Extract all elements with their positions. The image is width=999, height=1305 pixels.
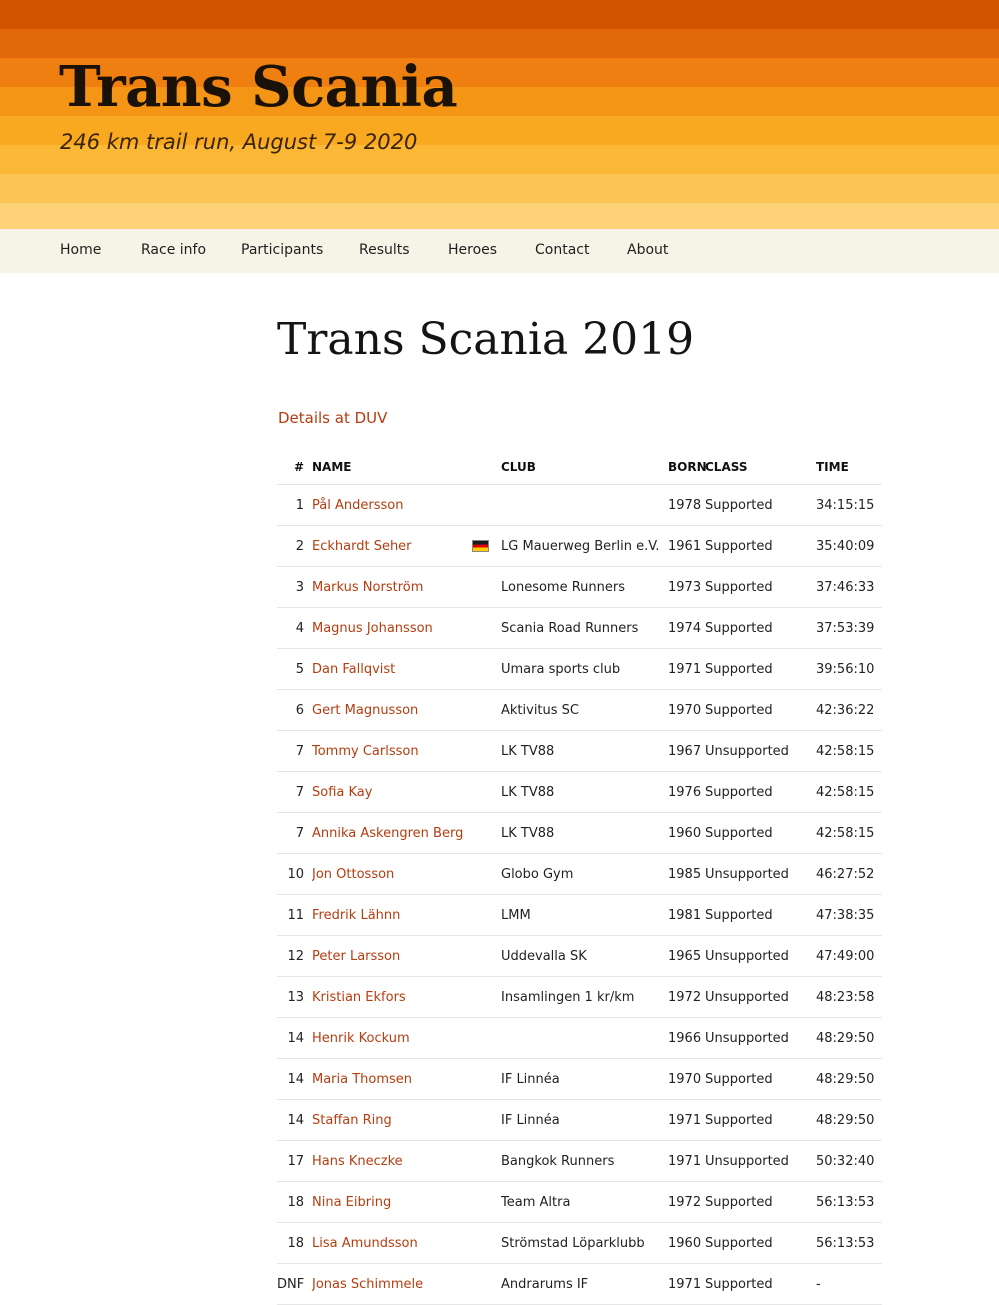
result-time: 48:29:50	[816, 1059, 882, 1100]
result-club: LK TV88	[501, 772, 668, 813]
table-row	[277, 608, 882, 649]
runner-name-link[interactable]: Tommy Carlsson	[312, 743, 419, 759]
result-born: 1976	[668, 772, 705, 813]
result-name-cell	[312, 1100, 472, 1141]
runner-name-link[interactable]: Jon Ottosson	[312, 866, 395, 882]
nav-item-race-info[interactable]: Race info	[141, 242, 207, 258]
runner-name-link[interactable]: Lisa Amundsson	[312, 1235, 418, 1251]
table-row	[277, 690, 882, 731]
result-flag-cell	[472, 854, 501, 895]
result-time: 46:27:52	[816, 854, 882, 895]
result-flag-cell	[472, 1223, 501, 1264]
result-time: 47:38:35	[816, 895, 882, 936]
result-name-cell	[312, 1141, 472, 1182]
result-time: 42:58:15	[816, 813, 882, 854]
nav-item-heroes[interactable]: Heroes	[448, 242, 498, 258]
table-row	[277, 1141, 882, 1182]
result-class: Unsupported	[705, 731, 816, 772]
result-class: Supported	[705, 1059, 816, 1100]
result-club: Insamlingen 1 kr/km	[501, 977, 668, 1018]
runner-name-link[interactable]: Peter Larsson	[312, 948, 401, 964]
runner-name-link[interactable]: Sofia Kay	[312, 784, 373, 800]
result-flag-cell	[472, 1141, 501, 1182]
result-flag-cell	[472, 895, 501, 936]
result-flag-cell	[472, 813, 501, 854]
runner-name-link[interactable]: Fredrik Lähnn	[312, 907, 401, 923]
result-born: 1960	[668, 813, 705, 854]
result-flag-cell	[472, 1100, 501, 1141]
result-club: Aktivitus SC	[501, 690, 668, 731]
results-body	[277, 485, 882, 1305]
result-class: Unsupported	[705, 1141, 816, 1182]
table-row	[277, 813, 882, 854]
result-position: 18	[277, 1223, 312, 1264]
nav-item-results[interactable]: Results	[359, 242, 410, 258]
result-born: 1972	[668, 977, 705, 1018]
runner-name-link[interactable]: Maria Thomsen	[312, 1071, 413, 1087]
result-position: 11	[277, 895, 312, 936]
result-flag-cell	[472, 567, 501, 608]
result-club: LK TV88	[501, 731, 668, 772]
result-name-cell	[312, 567, 472, 608]
result-position: 13	[277, 977, 312, 1018]
germany-flag-icon	[472, 540, 489, 552]
result-position: DNF	[277, 1264, 312, 1305]
result-class: Supported	[705, 1182, 816, 1223]
result-class: Supported	[705, 526, 816, 567]
result-name-cell	[312, 608, 472, 649]
result-time: 42:58:15	[816, 731, 882, 772]
result-position: 3	[277, 567, 312, 608]
runner-name-link[interactable]: Eckhardt Seher	[312, 538, 412, 554]
result-club	[501, 485, 668, 526]
result-flag-cell	[472, 772, 501, 813]
result-time: 37:46:33	[816, 567, 882, 608]
table-row	[277, 1264, 882, 1305]
result-time: 35:40:09	[816, 526, 882, 567]
result-position: 14	[277, 1059, 312, 1100]
result-club: LG Mauerweg Berlin e.V.	[501, 526, 668, 567]
runner-name-link[interactable]: Hans Kneczke	[312, 1153, 403, 1169]
result-name-cell	[312, 1059, 472, 1100]
result-time: 39:56:10	[816, 649, 882, 690]
result-position: 2	[277, 526, 312, 567]
table-row	[277, 772, 882, 813]
result-class: Supported	[705, 1264, 816, 1305]
header-pos: #	[277, 450, 312, 485]
result-class: Unsupported	[705, 936, 816, 977]
runner-name-link[interactable]: Henrik Kockum	[312, 1030, 410, 1046]
runner-name-link[interactable]: Jonas Schimmele	[312, 1276, 424, 1292]
result-flag-cell	[472, 1059, 501, 1100]
result-flag-cell	[472, 690, 501, 731]
result-club: Lonesome Runners	[501, 567, 668, 608]
result-club: Globo Gym	[501, 854, 668, 895]
result-class: Supported	[705, 608, 816, 649]
runner-name-link[interactable]: Nina Eibring	[312, 1194, 392, 1210]
result-name-cell	[312, 1182, 472, 1223]
result-born: 1966	[668, 1018, 705, 1059]
result-born: 1971	[668, 1141, 705, 1182]
result-class: Unsupported	[705, 977, 816, 1018]
result-born: 1970	[668, 690, 705, 731]
table-row	[277, 567, 882, 608]
result-club: Team Altra	[501, 1182, 668, 1223]
result-born: 1970	[668, 1059, 705, 1100]
result-position: 12	[277, 936, 312, 977]
results-table	[277, 450, 882, 1305]
result-class: Supported	[705, 485, 816, 526]
header-class: CLASS	[705, 450, 816, 485]
table-row	[277, 1223, 882, 1264]
result-flag-cell	[472, 1182, 501, 1223]
result-position: 17	[277, 1141, 312, 1182]
result-time: 37:53:39	[816, 608, 882, 649]
result-born: 1978	[668, 485, 705, 526]
result-born: 1971	[668, 1100, 705, 1141]
nav-item-about[interactable]: About	[627, 242, 669, 258]
nav-item-home[interactable]: Home	[60, 242, 102, 258]
table-row	[277, 485, 882, 526]
page-title: Trans Scania 2019	[277, 314, 695, 365]
result-flag-cell	[472, 649, 501, 690]
result-name-cell	[312, 485, 472, 526]
result-class: Supported	[705, 813, 816, 854]
result-flag-cell	[472, 608, 501, 649]
result-position: 4	[277, 608, 312, 649]
result-position: 6	[277, 690, 312, 731]
result-born: 1985	[668, 854, 705, 895]
details-duv-link[interactable]: Details at DUV	[278, 409, 388, 427]
result-club: Scania Road Runners	[501, 608, 668, 649]
result-born: 1960	[668, 1223, 705, 1264]
result-position: 18	[277, 1182, 312, 1223]
result-born: 1973	[668, 567, 705, 608]
result-name-cell	[312, 1264, 472, 1305]
result-club: Andrarums IF	[501, 1264, 668, 1305]
result-name-cell	[312, 1018, 472, 1059]
result-name-cell	[312, 731, 472, 772]
site-header	[0, 0, 999, 229]
result-club: LMM	[501, 895, 668, 936]
result-position: 7	[277, 731, 312, 772]
site-title[interactable]: Trans Scania	[59, 54, 458, 120]
table-row	[277, 1018, 882, 1059]
nav-item-participants[interactable]: Participants	[241, 242, 324, 258]
result-born: 1971	[668, 649, 705, 690]
result-position: 14	[277, 1100, 312, 1141]
result-class: Supported	[705, 1100, 816, 1141]
runner-name-link[interactable]: Magnus Johansson	[312, 620, 433, 636]
nav-item-contact[interactable]: Contact	[535, 242, 590, 258]
result-born: 1981	[668, 895, 705, 936]
result-club	[501, 1018, 668, 1059]
header-time: TIME	[816, 450, 882, 485]
table-row	[277, 1059, 882, 1100]
result-flag-cell	[472, 1018, 501, 1059]
result-flag-cell	[472, 526, 501, 567]
result-position: 10	[277, 854, 312, 895]
result-time: 50:32:40	[816, 1141, 882, 1182]
result-club: IF Linnéa	[501, 1059, 668, 1100]
result-time: 34:15:15	[816, 485, 882, 526]
result-name-cell	[312, 772, 472, 813]
result-flag-cell	[472, 977, 501, 1018]
runner-name-link[interactable]: Pål Andersson	[312, 497, 404, 513]
result-class: Supported	[705, 895, 816, 936]
result-name-cell	[312, 649, 472, 690]
result-position: 7	[277, 772, 312, 813]
result-class: Unsupported	[705, 1018, 816, 1059]
result-club: Umara sports club	[501, 649, 668, 690]
table-row	[277, 1182, 882, 1223]
result-time: -	[816, 1264, 882, 1305]
result-born: 1967	[668, 731, 705, 772]
result-born: 1965	[668, 936, 705, 977]
result-name-cell	[312, 813, 472, 854]
table-row	[277, 526, 882, 567]
runner-name-link[interactable]: Dan Fallqvist	[312, 661, 396, 677]
runner-name-link[interactable]: Staffan Ring	[312, 1112, 392, 1128]
result-name-cell	[312, 690, 472, 731]
result-flag-cell	[472, 1264, 501, 1305]
result-name-cell	[312, 895, 472, 936]
table-row	[277, 854, 882, 895]
runner-name-link[interactable]: Kristian Ekfors	[312, 989, 406, 1005]
result-time: 56:13:53	[816, 1182, 882, 1223]
result-position: 14	[277, 1018, 312, 1059]
result-time: 48:29:50	[816, 1100, 882, 1141]
result-time: 47:49:00	[816, 936, 882, 977]
runner-name-link[interactable]: Markus Norström	[312, 579, 424, 595]
result-name-cell	[312, 854, 472, 895]
header-club: CLUB	[501, 450, 668, 485]
table-row	[277, 649, 882, 690]
result-position: 1	[277, 485, 312, 526]
result-position: 7	[277, 813, 312, 854]
result-club: IF Linnéa	[501, 1100, 668, 1141]
runner-name-link[interactable]: Gert Magnusson	[312, 702, 419, 718]
result-born: 1971	[668, 1264, 705, 1305]
result-class: Supported	[705, 1223, 816, 1264]
result-time: 48:23:58	[816, 977, 882, 1018]
result-club: Uddevalla SK	[501, 936, 668, 977]
result-class: Supported	[705, 772, 816, 813]
result-time: 48:29:50	[816, 1018, 882, 1059]
result-time: 42:36:22	[816, 690, 882, 731]
table-row	[277, 977, 882, 1018]
table-row	[277, 731, 882, 772]
result-time: 42:58:15	[816, 772, 882, 813]
header-flag	[472, 450, 501, 485]
result-name-cell	[312, 526, 472, 567]
result-club: LK TV88	[501, 813, 668, 854]
result-born: 1974	[668, 608, 705, 649]
main-nav	[0, 229, 999, 273]
result-born: 1972	[668, 1182, 705, 1223]
result-time: 56:13:53	[816, 1223, 882, 1264]
result-class: Unsupported	[705, 854, 816, 895]
result-position: 5	[277, 649, 312, 690]
result-class: Supported	[705, 567, 816, 608]
result-born: 1961	[668, 526, 705, 567]
header-born: BORN	[668, 450, 705, 485]
result-class: Supported	[705, 649, 816, 690]
result-flag-cell	[472, 731, 501, 772]
site-tagline: 246 km trail run, August 7-9 2020	[60, 130, 418, 154]
result-flag-cell	[472, 485, 501, 526]
table-row	[277, 1100, 882, 1141]
result-class: Supported	[705, 690, 816, 731]
result-name-cell	[312, 977, 472, 1018]
table-header-row	[277, 450, 882, 485]
result-name-cell	[312, 936, 472, 977]
runner-name-link[interactable]: Annika Askengren Berg	[312, 825, 464, 841]
result-name-cell	[312, 1223, 472, 1264]
table-row	[277, 895, 882, 936]
result-club: Bangkok Runners	[501, 1141, 668, 1182]
result-flag-cell	[472, 936, 501, 977]
result-club: Strömstad Löparklubb	[501, 1223, 668, 1264]
table-row	[277, 936, 882, 977]
header-name: NAME	[312, 450, 472, 485]
